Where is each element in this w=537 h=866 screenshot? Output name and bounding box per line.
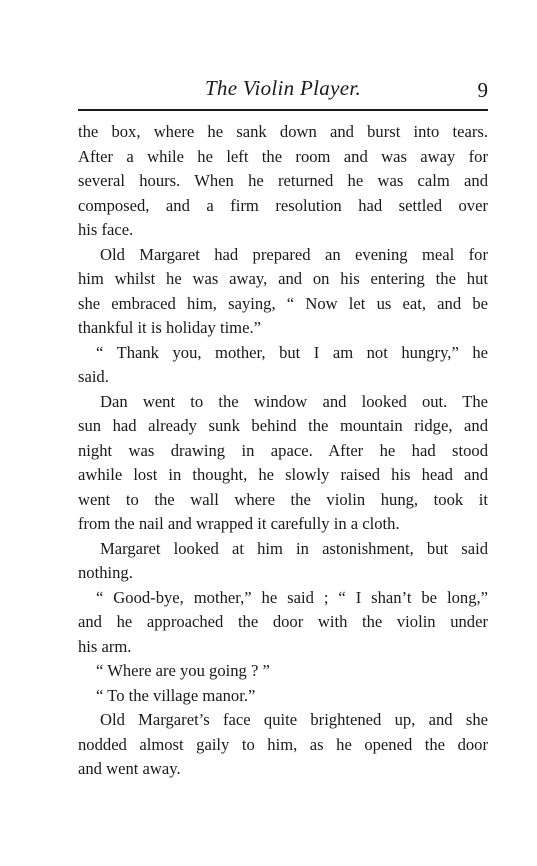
text-line: Old Margaret had prepared an evening meal for xyxy=(100,244,488,264)
text-line: thankful it is holiday time.” xyxy=(78,318,261,337)
text-line: “ Where are you going ? ” xyxy=(96,661,270,680)
page-number: 9 xyxy=(477,78,488,102)
text-line: from the nail and wrapped it carefully in a cloth. xyxy=(78,514,400,533)
text-line: awhile lost in thought, he slowly raised his head and xyxy=(78,465,488,484)
page-header xyxy=(78,76,488,110)
text-line: “ Good-bye, mother,” he said ; “ I shan’t be long,” xyxy=(96,587,488,607)
text-line: After a while he left the room and was away for xyxy=(78,146,488,166)
text-line: his face. xyxy=(78,220,134,239)
text-line: went to the wall where the violin hung, took it xyxy=(78,489,488,509)
text-line: Margaret looked at him in astonishment, but said xyxy=(100,538,488,558)
running-title: The Violin Player. xyxy=(204,76,362,100)
text-line: sun had already sunk behind the mountain ridge, and xyxy=(78,416,488,435)
text-line: composed, and a firm resolution had settled over xyxy=(78,195,488,215)
text-line: Old Margaret’s face quite brightened up, and she xyxy=(100,710,488,729)
text-line: “ To the village manor.” xyxy=(96,685,256,705)
text-line: Dan went to the window and looked out. The xyxy=(100,391,488,411)
text-line: and he approached the door with the violin under xyxy=(78,612,488,631)
text-line: said. xyxy=(78,367,109,386)
text-line: night was drawing in apace. After he had stood xyxy=(78,440,488,460)
header-rule xyxy=(78,109,488,111)
text-line: nodded almost gaily to him, as he opened the door xyxy=(78,734,488,754)
text-line: she embraced him, saying, “ Now let us eat, and be xyxy=(78,293,488,313)
text-line: and went away. xyxy=(78,759,181,778)
body-text xyxy=(78,120,488,782)
text-line: “ Thank you, mother, but I am not hungry,” he xyxy=(96,342,488,362)
text-line: his arm. xyxy=(78,636,132,656)
text-line: him whilst he was away, and on his entering the hut xyxy=(78,269,488,288)
text-line: the box, where he sank down and burst into tears. xyxy=(78,122,488,141)
text-line: several hours. When he returned he was calm and xyxy=(78,171,488,190)
text-line: nothing. xyxy=(78,563,133,582)
